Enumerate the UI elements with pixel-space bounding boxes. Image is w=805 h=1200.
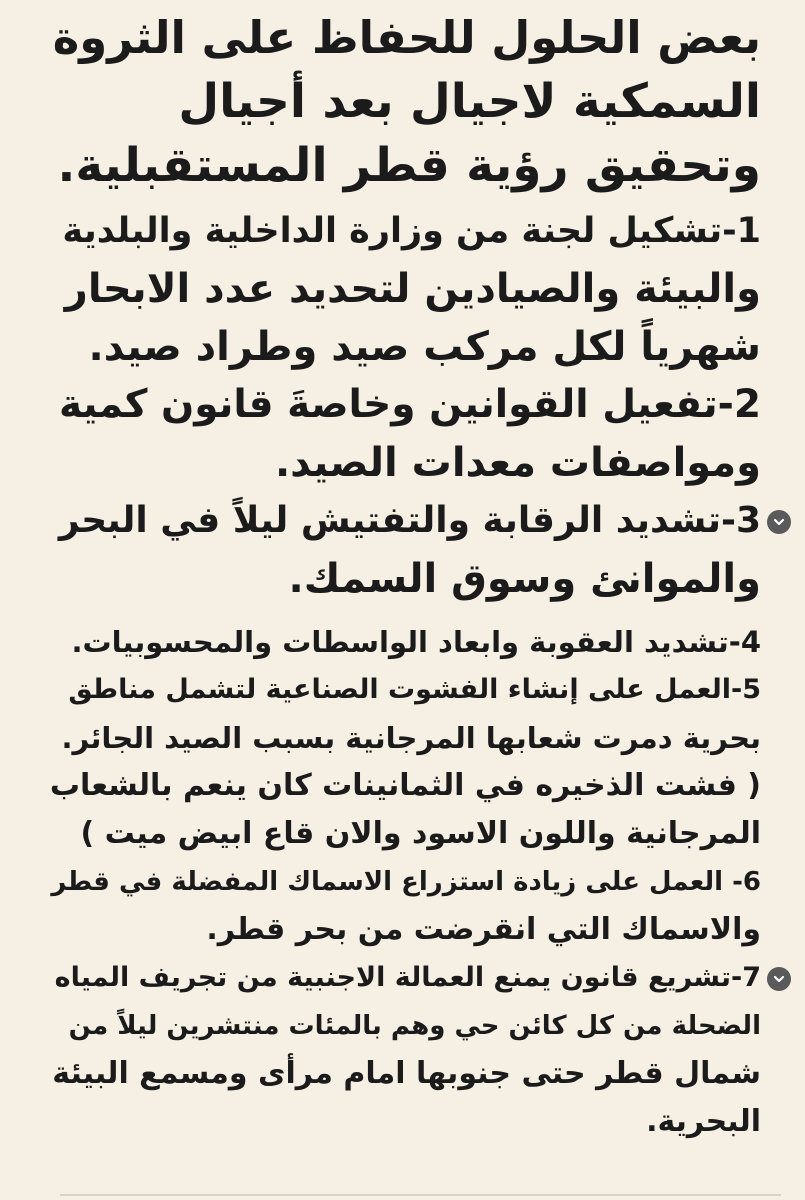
- item-line: والموانئ وسوق السمك.: [288, 556, 761, 602]
- item-line: [50, 954, 761, 1002]
- list-item-4: [50, 618, 761, 666]
- list-item-1: [50, 202, 761, 376]
- item-line: والاسماك التي انقرضت من بحر قطر.: [206, 912, 761, 947]
- item-line: ( فشت الذخيره في الثمانينات كان ينعم بالشعاب: [49, 768, 761, 803]
- item-text: 7-تشريع قانون يمنع العمالة الاجنبية من تجريف المياه: [54, 962, 761, 993]
- item-line: ومواصفات معدات الصيد.: [274, 440, 761, 486]
- chevron-down-icon[interactable]: [767, 510, 791, 534]
- title-line: بعض الحلول للحفاظ على الثروة: [52, 11, 761, 64]
- item-text: 3-تشديد الرقابة والتفتيش ليلاً في البحر: [58, 500, 761, 541]
- item-line: 4-تشديد العقوبة وابعاد الواسطات والمحسوبيات.: [71, 625, 761, 659]
- list-item-3: [50, 492, 761, 608]
- item-line: الضحلة من كل كائن حي وهم بالمئات منتشرين ليلاً من: [68, 1011, 761, 1041]
- item-line: 5-العمل على إنشاء الفشوت الصناعية لتشمل مناطق: [68, 674, 761, 705]
- item-line: 1-تشكيل لجنة من وزارة الداخلية والبلدية: [62, 211, 761, 251]
- item-line: 6- العمل على زيادة استزراع الاسماك المفضلة في قطر: [51, 867, 761, 897]
- list-item-2: [50, 376, 761, 492]
- item-line: [50, 492, 761, 550]
- item-line: المرجانية واللون الاسود والان قاع ابيض ميت ): [80, 816, 761, 851]
- list-item-7: [50, 954, 761, 1146]
- item-line: البحرية.: [646, 1104, 761, 1139]
- title-line: السمكية لاجيال بعد أجيال: [178, 74, 761, 129]
- item-line: شمال قطر حتى جنوبها امام مرأى ومسمع البيئة: [52, 1056, 761, 1091]
- item-line: شهرياً لكل مركب صيد وطراد صيد.: [88, 324, 761, 370]
- item-line: 2-تفعيل القوانين وخاصةَ قانون كمية: [59, 382, 761, 427]
- chevron-down-icon[interactable]: [767, 967, 791, 991]
- item-line: بحرية دمرت شعابها المرجانية بسبب الصيد الجائر.: [61, 721, 761, 755]
- list-item-6: [50, 858, 761, 954]
- document-title: [50, 6, 761, 198]
- bottom-divider: [60, 1194, 781, 1196]
- item-line: والبيئة والصيادين لتحديد عدد الابحار: [64, 266, 761, 312]
- list-item-5: [50, 666, 761, 858]
- title-line: وتحقيق رؤية قطر المستقبلية.: [57, 138, 761, 193]
